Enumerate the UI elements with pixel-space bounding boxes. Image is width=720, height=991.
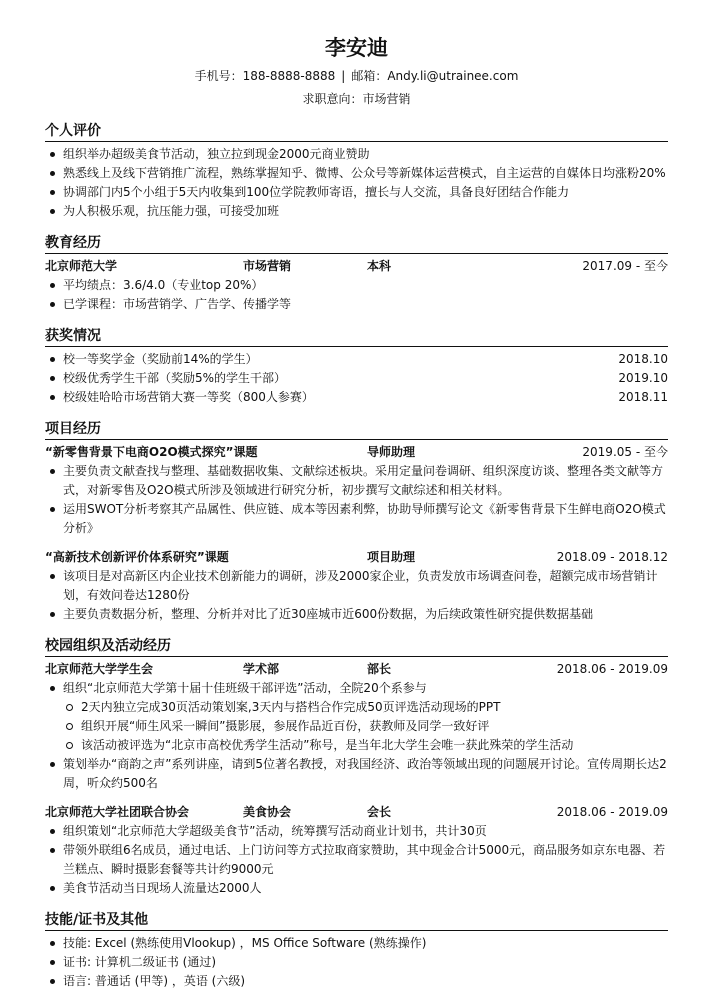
award-item	[45, 388, 668, 407]
list-item: 美食节活动当日现场人流量达2000人	[45, 879, 668, 898]
list-item: 该项目是对高新区内企业技术创新能力的调研，涉及2000家企业，负责发放市场调查问卷，超额完成市场营销计划，有效问卷达1280份	[45, 567, 668, 605]
campus-header-row	[45, 660, 668, 679]
contact-separator: |	[341, 69, 346, 83]
campus-list	[45, 755, 668, 793]
sub-list-item: 组织开展“师生风采一瞬间”摄影展，参展作品近百份，获教师及同学一致好评	[45, 717, 668, 736]
award-item	[45, 369, 668, 388]
job-intent	[45, 90, 668, 109]
award-text: 校级优秀学生干部（奖励5%的学生干部）	[63, 371, 287, 385]
degree: 本科	[367, 259, 392, 273]
org-role: 部长	[367, 662, 392, 676]
project-role: 导师助理	[367, 445, 416, 459]
candidate-name: 李安迪	[325, 36, 388, 60]
skills-list	[45, 934, 668, 991]
list-item: 主要负责数据分析，整理、分析并对比了近30座城市近600份数据，为后续政策性研究提供数据基础	[45, 605, 668, 624]
section-title: 校园组织及活动经历	[45, 637, 668, 657]
evaluation-section	[45, 122, 668, 221]
award-date: 2018.10	[618, 352, 668, 366]
project-list	[45, 462, 668, 538]
education-section	[45, 234, 668, 314]
phone-number: 188-8888-8888	[242, 69, 336, 83]
list-item: 组织策划“北京师范大学超级美食节”活动，统筹撰写活动商业计划书，共计30页	[45, 822, 668, 841]
awards-section	[45, 327, 668, 407]
school-name: 北京师范大学	[45, 259, 118, 273]
skills-section	[45, 911, 668, 991]
list-item: 组织“北京师范大学第十届十佳班级干部评选”活动，全院20个系参与	[45, 679, 668, 698]
projects-section	[45, 420, 668, 624]
list-item: 技能: Excel (熟练使用Vlookup) ，MS Office Software (熟练操作)	[45, 934, 668, 953]
org-name: 北京师范大学学生会	[45, 662, 154, 676]
list-item: 协调部门内5个小组于5天内收集到100位学院教师寄语，擅长与人交流，具备良好团结合作能力	[45, 183, 668, 202]
org-name: 北京师范大学社团联合协会	[45, 805, 190, 819]
project-header-row	[45, 443, 668, 462]
education-header-row	[45, 257, 668, 276]
award-text: 校一等奖学金（奖励前14%的学生）	[63, 352, 258, 366]
list-item: 组织举办超级美食节活动，独立拉到现金2000元商业赞助	[45, 145, 668, 164]
section-title: 技能/证书及其他	[45, 911, 668, 931]
org-role: 会长	[367, 805, 392, 819]
campus-header-row	[45, 803, 668, 822]
intent-label: 求职意向：	[302, 92, 363, 106]
campus-list	[45, 822, 668, 898]
list-item: 证书: 计算机二级证书 (通过)	[45, 953, 668, 972]
major: 市场营销	[243, 259, 292, 273]
award-date: 2018.11	[618, 390, 668, 404]
campus-sublist	[45, 698, 668, 755]
org-period: 2018.06 - 2019.09	[556, 805, 668, 819]
email-address[interactable]: Andy.li@utrainee.com	[387, 69, 519, 83]
email-label: 邮箱：	[351, 69, 388, 83]
sub-list-item: 该活动被评选为“北京市高校优秀学生活动”称号，是当年北大学生会唯一获此殊荣的学生活动	[45, 736, 668, 755]
intent-value: 市场营销	[362, 92, 411, 106]
awards-list	[45, 350, 668, 407]
section-title: 项目经历	[45, 420, 668, 440]
education-period: 2017.09 - 至今	[582, 259, 668, 273]
campus-section	[45, 637, 668, 898]
list-item: 语言: 普通话 (甲等) ，英语 (六级)	[45, 972, 668, 991]
org-dept: 美食协会	[243, 805, 292, 819]
list-item: 已学课程：市场营销学、广告学、传播学等	[45, 295, 668, 314]
phone-label: 手机号：	[194, 69, 243, 83]
project-role: 项目助理	[367, 550, 416, 564]
project-name: “高新技术创新评价体系研究”课题	[45, 550, 229, 564]
project-header-row	[45, 548, 668, 567]
list-item: 为人积极乐观，抗压能力强，可接受加班	[45, 202, 668, 221]
section-title: 个人评价	[45, 122, 668, 142]
list-item: 主要负责文献查找与整理、基础数据收集、文献综述板块。采用定量问卷调研、组织深度访谈、整理各类文献等方式，对新零售及O2O模式所涉及领域进行研究分析，初步撰写文献综述和相关材料。	[45, 462, 668, 500]
contact-line	[45, 67, 668, 86]
education-list	[45, 276, 668, 314]
award-date: 2019.10	[618, 371, 668, 385]
list-item: 策划举办“商韵之声”系列讲座，请到5位著名教授，对我国经济、政治等领域出现的问题展开讨论。宣传周期长达2周，听众约500名	[45, 755, 668, 793]
section-title: 教育经历	[45, 234, 668, 254]
award-text: 校级娃哈哈市场营销大赛一等奖（800人参赛）	[63, 390, 314, 404]
sub-list-item: 2天内独立完成30页活动策划案,3天内与搭档合作完成50页评选活动现场的PPT	[45, 698, 668, 717]
project-period: 2019.05 - 至今	[582, 445, 668, 459]
project-period: 2018.09 - 2018.12	[556, 550, 668, 564]
campus-list	[45, 679, 668, 698]
project-name: “新零售背景下电商O2O模式探究”课题	[45, 445, 258, 459]
list-item: 带领外联组6名成员，通过电话、上门访问等方式拉取商家赞助，其中现金合计5000元，商品服务如京东电器、若兰糕点、瞬时摄影套餐等共计约9000元	[45, 841, 668, 879]
award-item	[45, 350, 668, 369]
org-period: 2018.06 - 2019.09	[556, 662, 668, 676]
evaluation-list	[45, 145, 668, 221]
org-dept: 学术部	[243, 662, 280, 676]
section-title: 获奖情况	[45, 327, 668, 347]
list-item: 熟悉线上及线下营销推广流程，熟练掌握知乎、微博、公众号等新媒体运营模式，自主运营的自媒体日均涨粉20%	[45, 164, 668, 183]
list-item: 运用SWOT分析考察其产品属性、供应链、成本等因素利弊，协助导师撰写论文《新零售背景下生鲜电商O2O模式分析》	[45, 500, 668, 538]
project-list	[45, 567, 668, 624]
list-item: 平均绩点：3.6/4.0（专业top 20%）	[45, 276, 668, 295]
